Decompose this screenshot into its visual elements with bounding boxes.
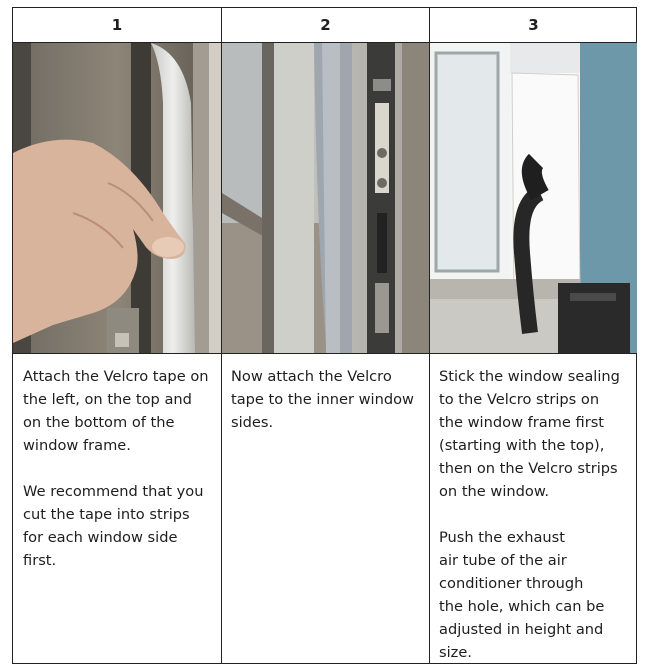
step-number-2: 2 [320,16,331,34]
step-2-text [231,365,427,434]
step-2-photo [222,43,429,353]
step-3-text [439,365,635,664]
step-1-paragraph-2: We recommend that you cut the tape into strips for each window side first. [23,483,204,569]
step-3-photo [430,43,637,353]
step-1-photo [13,43,221,353]
step-1-paragraph-1: Attach the Velcro tape on the left, on the top and on the bottom of the window frame. [23,368,209,454]
photo-divider [13,353,636,354]
step-2-paragraph-1: Now attach the Velcro tape to the inner window sides. [231,368,414,431]
step-1-text [23,365,219,572]
step-3-paragraph-2: Push the exhaust air tube of the air conditioner through the hole, which can be adjusted in height and size. [439,529,605,661]
instruction-table [12,7,637,664]
step-number-1: 1 [111,16,123,34]
step-3-paragraph-1: Stick the window sealing to the Velcro strips on the window frame first (starting with the top), then on the Velcro strips on the window. [439,368,620,500]
step-number-3: 3 [528,16,539,34]
